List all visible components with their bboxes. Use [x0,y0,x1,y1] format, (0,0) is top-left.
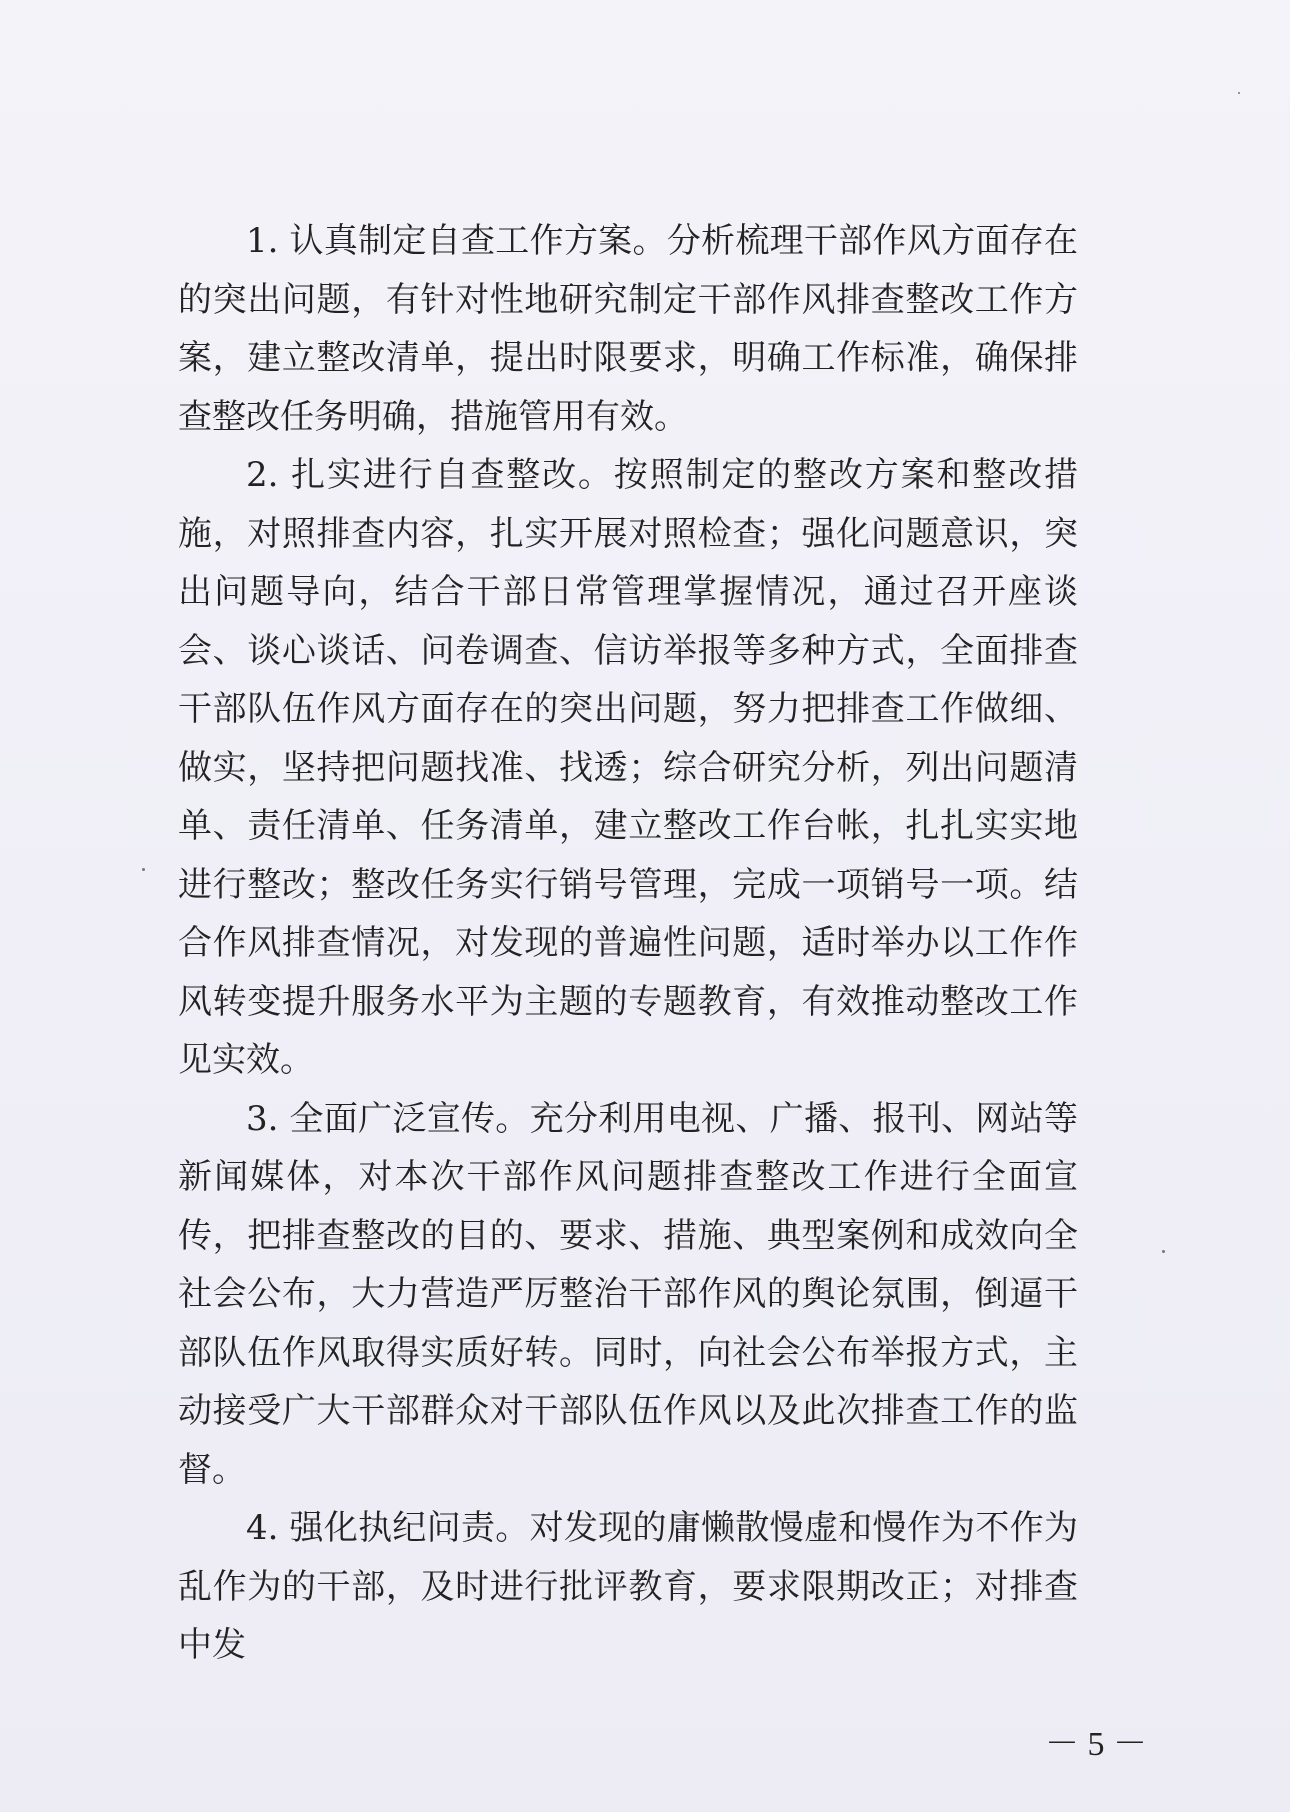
paragraph-4: 4. 强化执纪问责。对发现的庸懒散慢虚和慢作为不作为乱作为的干部，及时进行批评教育，要求限期改正；对排查中发 [178,1508,1078,1665]
scan-speck [1162,1250,1165,1253]
scan-speck [1238,92,1240,94]
paragraph-3: 3. 全面广泛宣传。充分利用电视、广播、报刊、网站等新闻媒体，对本次干部作风问题排查整改工作进行全面宣传，把排查整改的目的、要求、措施、典型案例和成效向全社会公布，大力营造严厉整治干部作风的舆论氛围，倒逼干部队伍作风取得实质好转。同时，向社会公布举报方式，主动接受广大干部群众对干部队伍作风以及此次排查工作的监督。 [178,1098,1078,1490]
paragraph-1: 1. 认真制定自查工作方案。分析梳理干部作风方面存在的突出问题，有针对性地研究制定干部作风排查整改工作方案，建立整改清单，提出时限要求，明确工作标准，确保排查整改任务明确，措施管用有效。 [178,221,1078,437]
document-body [178,212,1078,1675]
scan-speck [142,868,145,871]
paragraph-2: 2. 扎实进行自查整改。按照制定的整改方案和整改措施，对照排查内容，扎实开展对照检查；强化问题意识，突出问题导向，结合干部日常管理掌握情况，通过召开座谈会、谈心谈话、问卷调查、信访举报等多种方式，全面排查干部队伍作风方面存在的突出问题，努力把排查工作做细、做实，坚持把问题找准、找透；综合研究分析，列出问题清单、责任清单、任务清单，建立整改工作台帐，扎扎实实地进行整改；整改任务实行销号管理，完成一项销号一项。结合作风排查情况，对发现的普遍性问题，适时举办以工作作风转变提升服务水平为主题的专题教育，有效推动整改工作见实效。 [178,455,1078,1080]
page-number: － 5 － [1045,1726,1147,1763]
